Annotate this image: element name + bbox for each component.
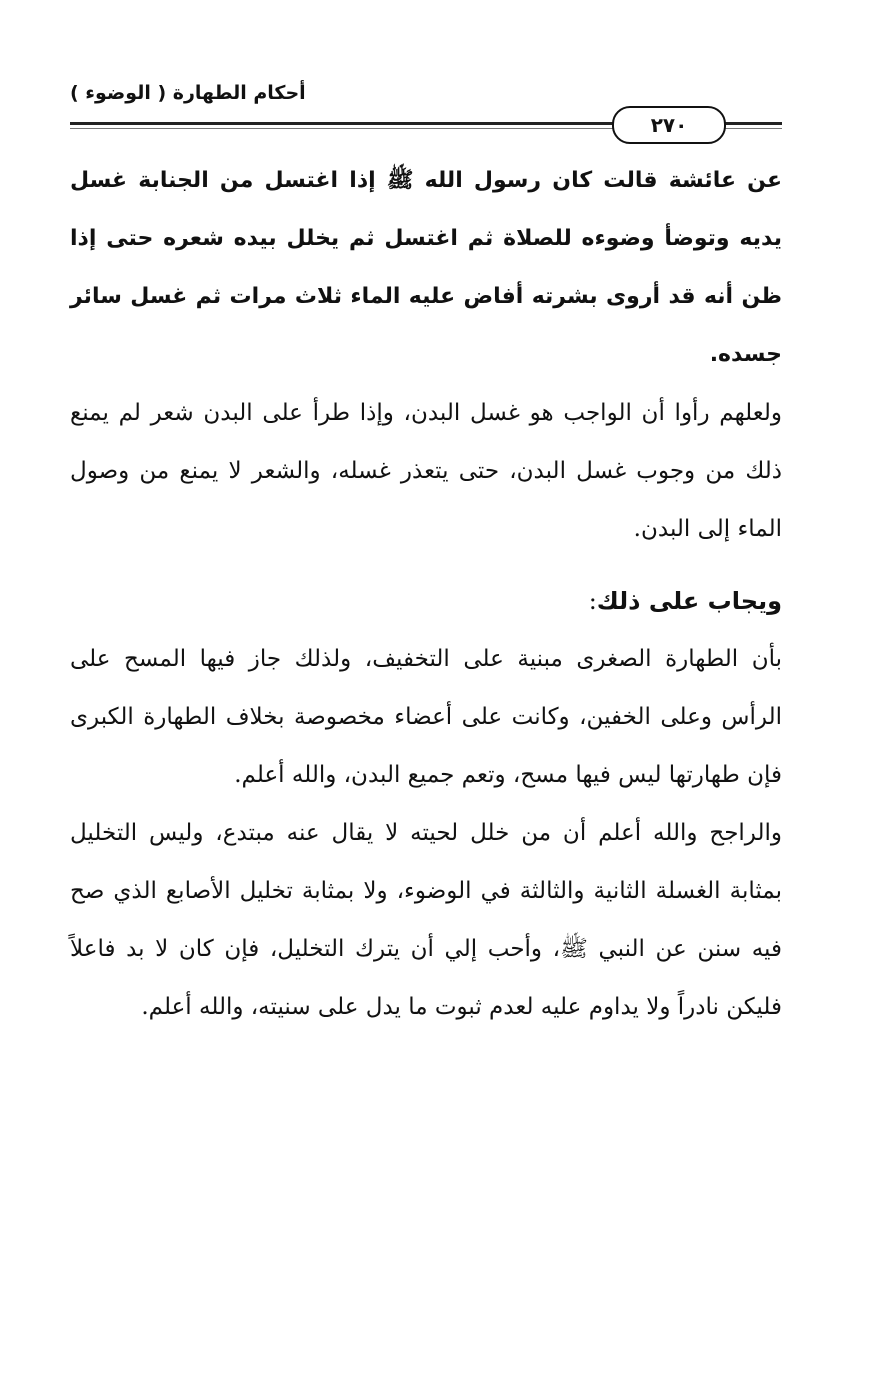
paragraph-3: والراجح والله أعلم أن من خلل لحيته لا يقال عنه مبتدع، وليس التخليل بمثابة الغسلة الثانية والثالثة في الوضوء، ولا بمثابة تخليل الأصابع الذي صح فيه سنن عن النبي ﷺ، وأحب إلي أن يترك التخليل، فإن كان لا بد فاعلاً فليكن نادراً ولا يداوم عليه لعدم ثبوت ما يدل على سنيته، والله أعلم. xyxy=(70,820,782,1020)
section-heading-text: ويجاب على ذلك xyxy=(596,587,782,615)
section-heading-colon: : xyxy=(588,587,597,615)
page-body xyxy=(70,152,782,1036)
running-title: أحكام الطهارة ( الوضوء ) xyxy=(70,82,306,104)
section-heading xyxy=(70,572,782,630)
paragraph-1: ولعلهم رأوا أن الواجب هو غسل البدن، وإذا طرأ على البدن شعر لم يمنع ذلك من وجوب غسل البدن، حتى يتعذر غسله، والشعر لا يمنع من وصول الماء إلى البدن. xyxy=(70,400,782,542)
page-number: ٢٧٠ xyxy=(612,106,726,144)
paragraph-2: بأن الطهارة الصغرى مبنية على التخفيف، ولذلك جاز فيها المسح على الرأس وعلى الخفين، وكانت على أعضاء مخصوصة بخلاف الطهارة الكبرى فإن طهارتها ليس فيها مسح، وتعم جميع البدن، والله أعلم. xyxy=(70,646,782,788)
hadith-quote: عن عائشة قالت كان رسول الله ﷺ إذا اغتسل من الجنابة غسل يديه وتوضأ وضوءه للصلاة ثم اغتسل ثم يخلل بيده شعره حتى إذا ظن أنه قد أروى بشرته أفاض عليه الماء ثلاث مرات ثم غسل سائر جسده. xyxy=(70,168,782,367)
